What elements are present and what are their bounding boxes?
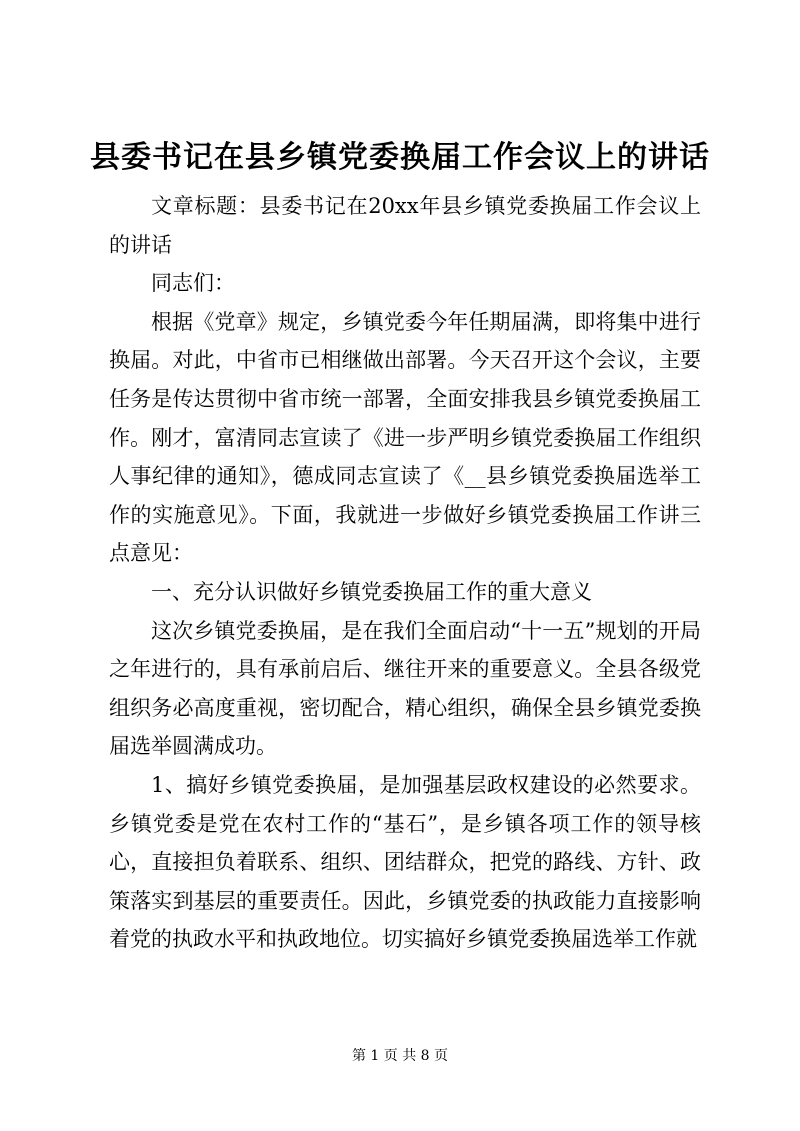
paragraph-significance: 这次乡镇党委换届，是在我们全面启动“十一五”规划的开局之年进行的，具有承前启后、继往开来的重要意义。全县各级党组织务必高度重视，密切配合，精心组织，确保全县乡镇党委换届选举圆满成功。: [109, 618, 701, 759]
document-title: 县委书记在县乡镇党委换届工作会议上的讲话: [90, 140, 710, 175]
paragraph-intro: 根据《党章》规定，乡镇党委今年任期届满，即将集中进行换届。对此，中省市已相继做出部署。今天召开这个会议，主要任务是传达贯彻中省市统一部署，全面安排我县乡镇党委换届工作。刚才，富清同志宣读了《进一步严明乡镇党委换届工作组织人事纪律的通知》，德成同志宣读了《__县乡镇党委换届选举工作的实施意见》。下面，我就进一步做好乡镇党委换届工作讲三点意见：: [109, 309, 701, 566]
document-body: [109, 187, 701, 959]
page-number-footer: 第 1 页 共 8 页: [351, 1048, 449, 1064]
paragraph-point-1: 1、搞好乡镇党委换届，是加强基层政权建设的必然要求。乡镇党委是党在农村工作的“基石”，是乡镇各项工作的领导核心，直接担负着联系、组织、团结群众，把党的路线、方针、政策落实到基层的重要责任。因此，乡镇党委的执政能力直接影响着党的执政水平和执政地位。切实搞好乡镇党委换届选举工作就: [109, 772, 701, 952]
paragraph-salutation: 同志们：: [151, 271, 235, 296]
section-heading-1: 一、充分认识做好乡镇党委换届工作的重大意义: [151, 579, 592, 604]
paragraph-article-title: 文章标题：县委书记在20xx年县乡镇党委换届工作会议上的讲话: [109, 194, 701, 257]
